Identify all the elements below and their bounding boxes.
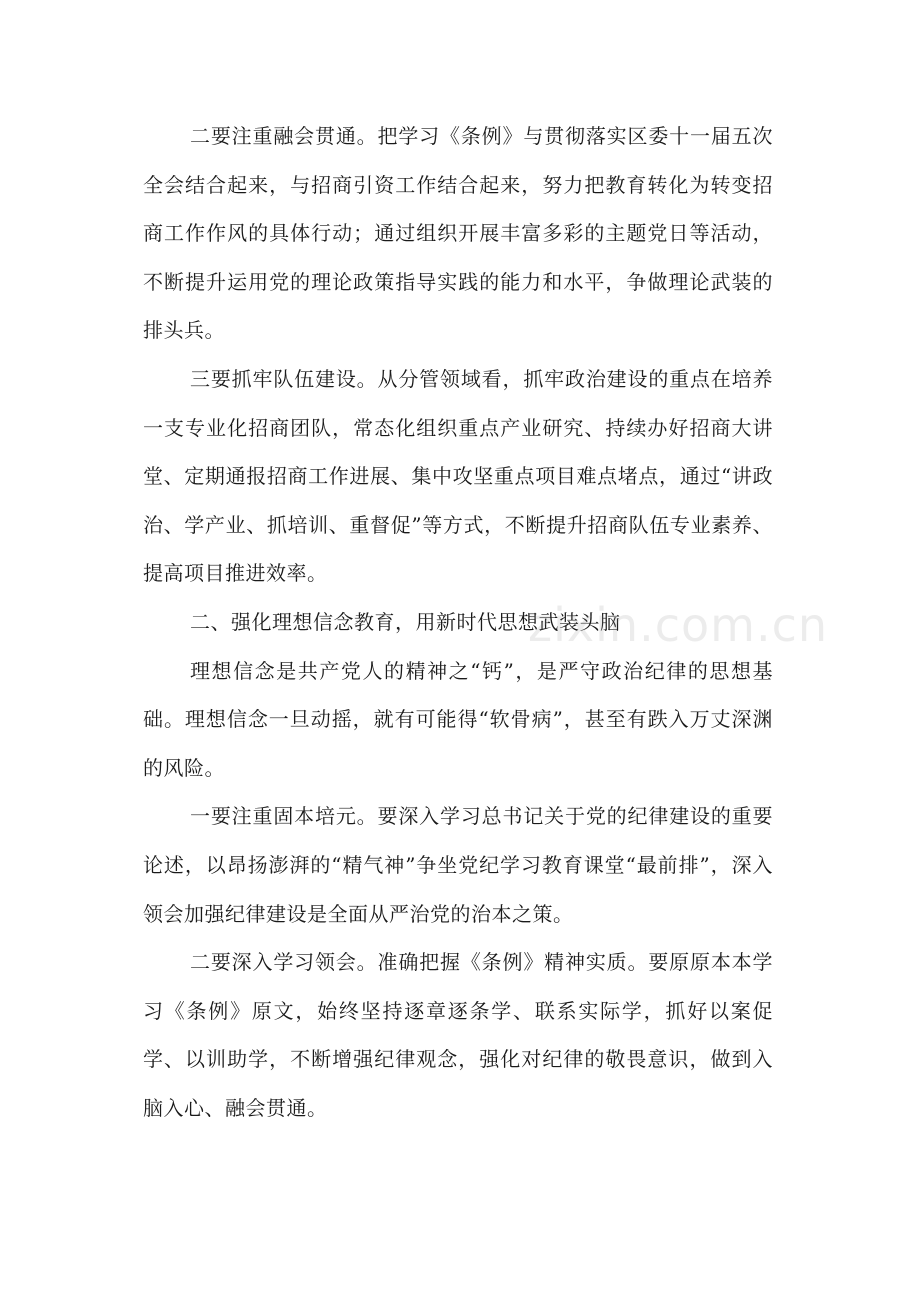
paragraph-shenRuXueXi: 二要深入学习领会。准确把握《条例》精神实质。要原原本本学习《条例》原文，始终坚持逐章逐条学、联系实际学，抓好以案促学、以训助学，不断增强纪律观念，强化对纪律的敬畏意识，做到入脑入心、融会贯通。	[143, 950, 773, 1120]
paragraph-rongHuiGuanTong: 二要注重融会贯通。把学习《条例》与贯彻落实区委十一届五次全会结合起来，与招商引资工作结合起来，努力把教育转化为转变招商工作作风的具体行动；通过组织开展丰富多彩的主题党日等活动，不断提升运用党的理论政策指导实践的能力和水平，争做理论武装的排头兵。	[143, 124, 773, 343]
section-heading: 二、强化理想信念教育，用新时代思想武装头脑	[190, 609, 621, 634]
paragraph-duiWuJianShe: 三要抓牢队伍建设。从分管领域看，抓牢政治建设的重点在培养一支专业化招商团队，常态化组织重点产业研究、持续办好招商大讲堂、定期通报招商工作进展、集中攻坚重点项目难点堵点，通过“讲政治、学产业、抓培训、重督促”等方式，不断提升招商队伍专业素养、提高项目推进效率。	[143, 366, 773, 586]
paragraph-liXiangXinNian: 理想信念是共产党人的精神之“钙”，是严守政治纪律的思想基础。理想信念一旦动摇，就有可能得“软骨病”，甚至有跌入万丈深渊的风险。	[143, 658, 773, 780]
document-body	[143, 112, 773, 1132]
paragraph-guBenPeiYuan: 一要注重固本培元。要深入学习总书记关于党的纪律建设的重要论述，以昂扬澎湃的“精气神”争坐党纪学习教育课堂“最前排”，深入领会加强纪律建设是全面从严治党的治本之策。	[143, 804, 773, 926]
watermark: zixin.com.cn	[528, 598, 829, 652]
